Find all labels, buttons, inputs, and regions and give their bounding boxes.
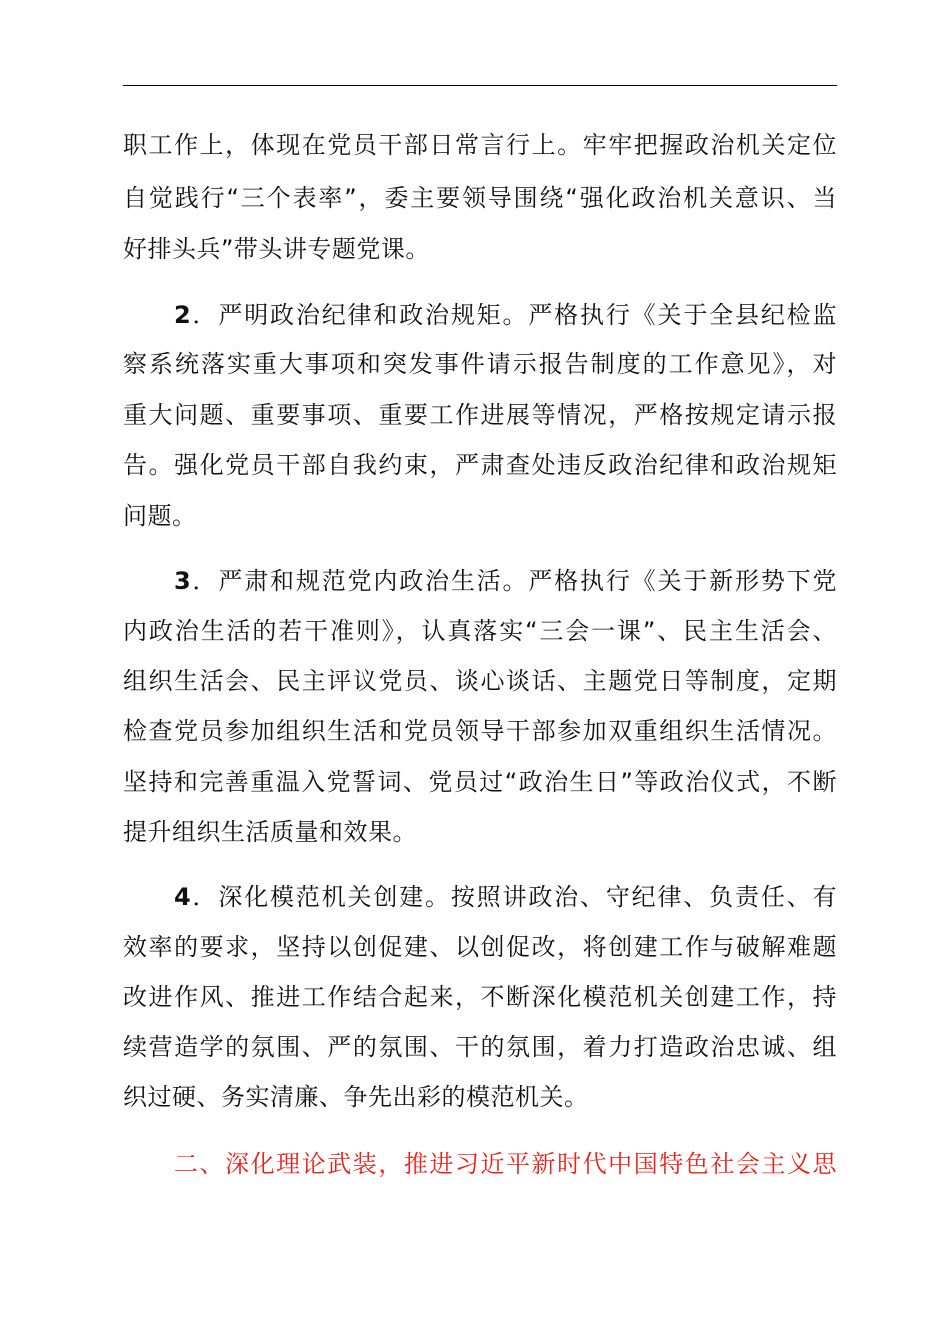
text-line: 职工作上，体现在党员干部日常言行上。牢牢把握政治机关定位 <box>123 131 837 159</box>
text-line: 自觉践行“三个表率”，委主要领导围绕“强化政治机关意识、当 <box>123 184 837 212</box>
paragraph-text: ．深化模范机关创建。按照讲政治、守纪律、负责任、有 <box>191 883 837 911</box>
text-line: 内政治生活的若干准则》，认真落实“三会一课”、民主生活会、 <box>123 617 837 645</box>
text-line: 提升组织生活质量和效果。 <box>123 818 417 846</box>
text-line: 续营造学的氛围、严的氛围、干的氛围，着力打造政治忠诚、组 <box>123 1033 837 1061</box>
text-line: 组织生活会、民主评议党员、谈心谈话、主题党日等制度，定期 <box>123 667 837 695</box>
text-line: 告。强化党员干部自我约束，严肃查处违反政治纪律和政治规矩 <box>123 451 837 479</box>
text-line: 检查党员参加组织生活和党员领导干部参加双重组织生活情况。 <box>123 717 837 745</box>
text-line: 好排头兵”带头讲专题党课。 <box>123 235 430 263</box>
paragraph-text: ．严肃和规范党内政治生活。严格执行《关于新形势下党 <box>191 567 837 595</box>
text-line: 重大问题、重要事项、重要工作进展等情况，严格按规定请示报 <box>123 401 837 429</box>
header-rule <box>123 85 837 86</box>
text-line: 问题。 <box>123 502 197 530</box>
paragraph-3-first-line <box>174 564 837 598</box>
text-line: 坚持和完善重温入党誓词、党员过“政治生日”等政治仪式，不断 <box>123 768 837 796</box>
text-line: 改进作风、推进工作结合起来，不断深化模范机关创建工作，持 <box>123 983 837 1011</box>
paragraph-4-first-line <box>174 880 837 914</box>
section-heading: 二、深化理论武装，推进习近平新时代中国特色社会主义思 <box>174 1150 837 1178</box>
text-line: 察系统落实重大事项和突发事件请示报告制度的工作意见》，对 <box>123 350 837 378</box>
paragraph-number: 3 <box>174 567 192 595</box>
text-line: 织过硬、务实清廉、争先出彩的模范机关。 <box>123 1083 589 1111</box>
text-line: 效率的要求，坚持以创促建、以创促改，将创建工作与破解难题 <box>123 933 837 961</box>
paragraph-text: ．严明政治纪律和政治规矩。严格执行《关于全县纪检监 <box>191 301 837 329</box>
paragraph-number: 2 <box>174 301 192 329</box>
paragraph-2-first-line <box>174 298 837 332</box>
paragraph-number: 4 <box>174 883 192 911</box>
